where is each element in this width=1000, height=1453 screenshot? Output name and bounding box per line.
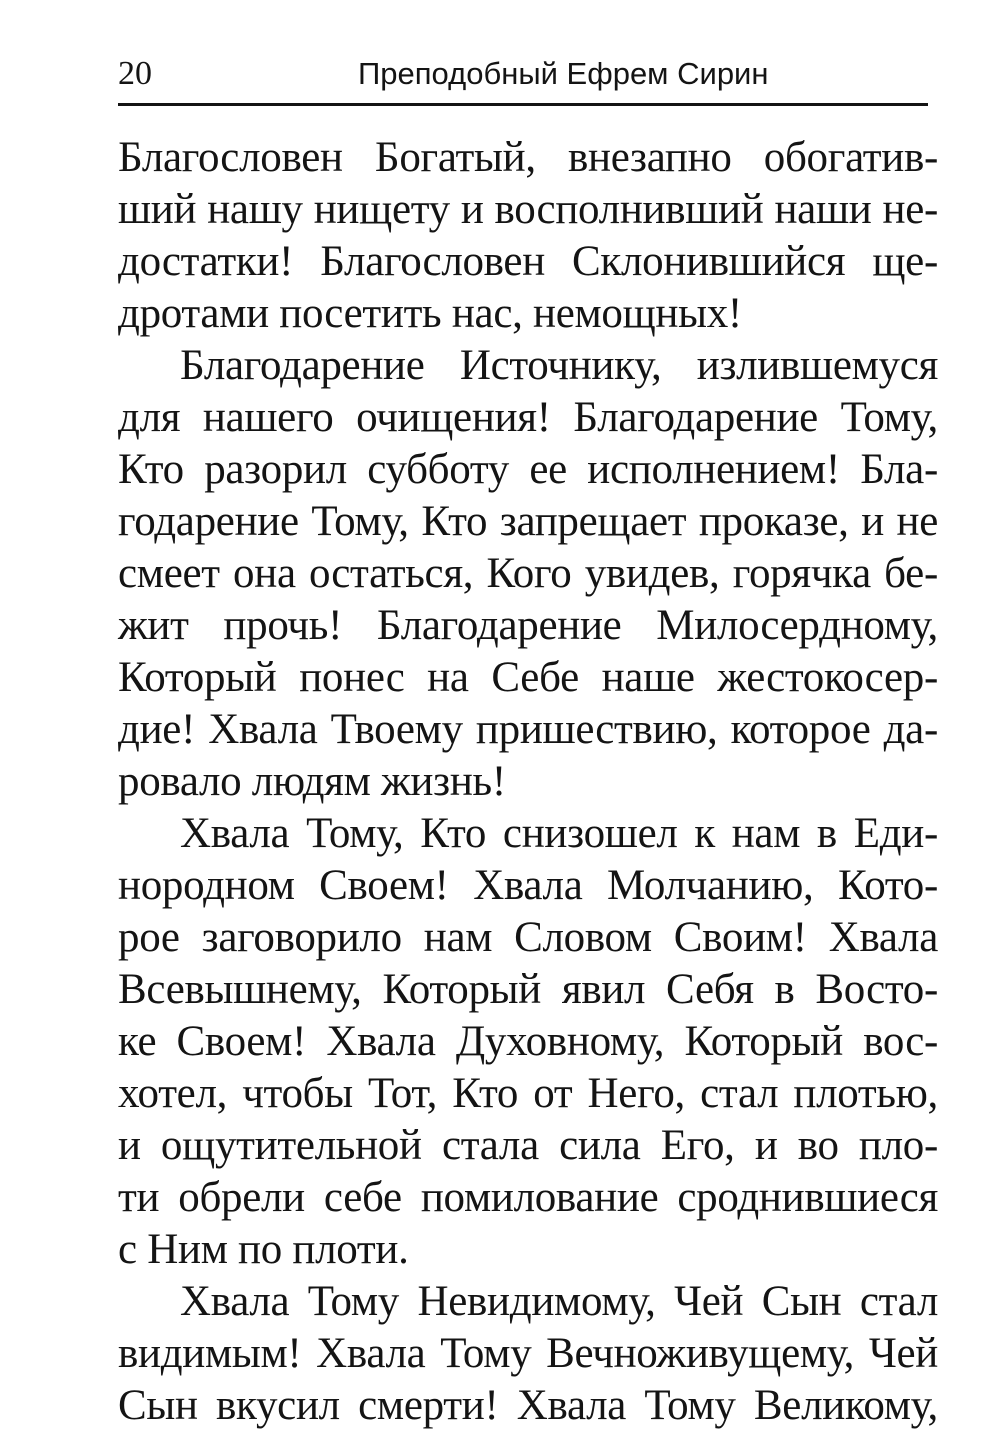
page-number: 20 xyxy=(118,55,152,92)
running-head xyxy=(118,46,928,96)
paragraph-1 xyxy=(118,132,938,340)
text-line: Кто разорил субботу ее исполнением! Бла- xyxy=(118,446,938,493)
text-line: нородном Своем! Хвала Молчанию, Кото- xyxy=(118,862,938,909)
text-line: ке Своем! Хвала Духовному, Который вос- xyxy=(118,1018,938,1065)
text-line: Всевышнему, Который явил Себя в Восто- xyxy=(118,966,938,1013)
text-line: Сын вкусил смерти! Хвала Тому Великому, xyxy=(118,1382,938,1429)
paragraph-4 xyxy=(118,1276,938,1432)
text-line: смеет она остаться, Кого увидев, горячка бе- xyxy=(118,550,938,597)
paragraph-3 xyxy=(118,808,938,1276)
text-line: ший нашу нищету и восполнивший наши не- xyxy=(118,186,938,233)
text-line: достатки! Благословен Склонившийся ще- xyxy=(118,238,938,285)
text-line: и ощутительной стала сила Его, и во пло- xyxy=(118,1122,938,1169)
paragraph-2 xyxy=(118,340,938,808)
body-text xyxy=(118,132,938,1432)
text-line: видимым! Хвала Тому Вечноживущему, Чей xyxy=(118,1330,938,1377)
text-line: для нашего очищения! Благодарение Тому, xyxy=(118,394,938,441)
text-line: ровало людям жизнь! xyxy=(118,758,506,805)
text-line: с Ним по плоти. xyxy=(118,1226,409,1273)
text-line: Который понес на Себе наше жестокосер- xyxy=(118,654,938,701)
text-line: Благодарение Источнику, излившемуся xyxy=(180,342,938,389)
header-divider xyxy=(118,103,928,106)
text-line: годарение Тому, Кто запрещает проказе, и не xyxy=(118,498,938,545)
text-line: Хвала Тому Невидимому, Чей Сын стал xyxy=(180,1278,938,1325)
text-line: жит прочь! Благодарение Милосердному, xyxy=(118,602,938,649)
text-line: ти обрели себе помилование сроднившиеся xyxy=(118,1174,938,1221)
text-line: хотел, чтобы Тот, Кто от Него, стал плотью, xyxy=(118,1070,938,1117)
text-line: дие! Хвала Твоему пришествию, которое да- xyxy=(118,706,938,753)
text-line: Благословен Богатый, внезапно обогатив- xyxy=(118,134,938,181)
running-title: Преподобный Ефрем Сирин xyxy=(358,56,769,91)
text-line: дротами посетить нас, немощных! xyxy=(118,290,742,337)
text-line: Хвала Тому, Кто снизошел к нам в Еди- xyxy=(180,810,938,857)
text-line: рое заговорило нам Словом Своим! Хвала xyxy=(118,914,938,961)
